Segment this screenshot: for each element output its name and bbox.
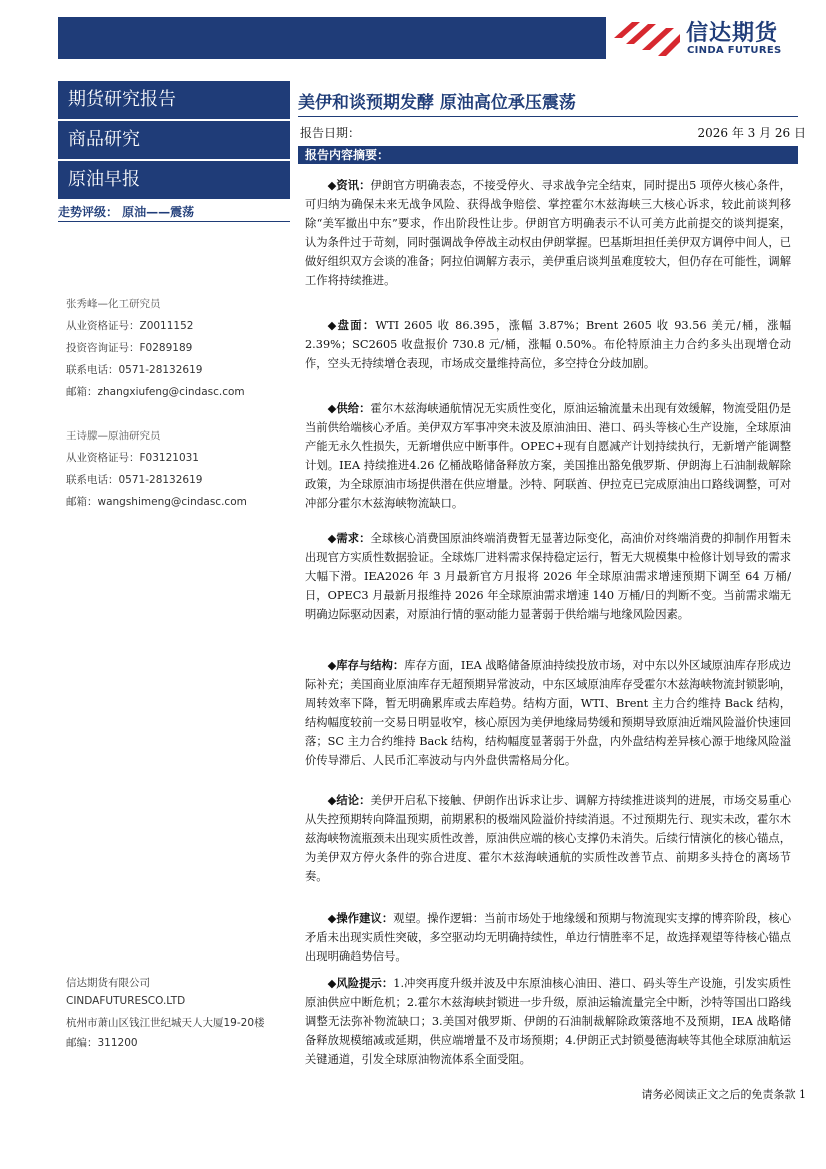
analyst-consult-number: 投资咨询证号：F0289189	[66, 342, 193, 354]
company-name: 信达期货有限公司	[66, 977, 150, 989]
sidebar	[58, 81, 290, 1049]
divider	[298, 116, 798, 117]
section-body: 美伊开启私下接触、伊朗作出诉求让步、调解方持续推进谈判的进展，市场交易重心从失控预期转向降温预期，前期累积的极端风险溢价持续消退。不过预期先行、现实未改，霍尔木兹海峡物流瓶颈未出现实质性改善，原油供应端的核心支撑仍未消失。后续行情演化的核心锚点，为美伊双方停火条件的弥合进度、霍尔木兹海峡通航的实质性改善节点、前期多头持仓的离场节奏。	[305, 794, 791, 883]
analyst-name: 王诗朦—原油研究员	[66, 430, 161, 442]
section-heading: ◆资讯：	[327, 179, 371, 192]
section-demand	[305, 529, 791, 624]
page-number: 1	[799, 1088, 806, 1101]
report-date-label: 报告日期：	[300, 126, 361, 140]
divider	[58, 221, 290, 222]
report-date-value: 2026 年 3 月 26 日	[697, 126, 806, 140]
disclaimer-text: 请务必阅读正文之后的免责条款	[641, 1088, 796, 1101]
analyst-qualification: 从业资格证号：F03121031	[66, 452, 199, 464]
section-body: 1.冲突再度升级并波及中东原油核心油田、港口、码头等生产设施，引发实质性原油供应中断危机；2.霍尔木兹海峡封锁进一步升级，原油运输流量完全中断，沙特等国出口路线调整无法弥补物流缺口；3.美国对俄罗斯、伊朗的石油制裁解除政策落地不及预期，IEA 战略储备释放规模缩减或延期，供应端增量不及市场预期；4.伊朗正式封锁曼德海峡等其他全球原油航运关键通道，引发全球原油物流体系全面受阻。	[305, 977, 791, 1066]
section-trading-advice	[305, 909, 791, 966]
section-body: 全球核心消费国原油终端消费暂无显著边际变化，高油价对终端消费的抑制作用暂未出现官方实质性数据验证。全球炼厂进料需求保持稳定运行，暂无大规模集中检修计划导致的需求大幅下滑。IEA2026 年 3 月最新官方月报将 2026 年全球原油需求增速预期下调至 64 万桶/日，OPEC3 月最新月报维持 2026 年全球原油需求增速 140 万桶/日的判断不变。当前需求端无明确边际驱动因素，对原油行情的驱动能力显著弱于供给端与地缘风险因素。	[305, 532, 791, 621]
section-heading: ◆风险提示：	[327, 977, 394, 990]
sidebar-tab-crude-oil-morning: 原油早报	[58, 161, 290, 199]
company-address: 杭州市萧山区钱江世纪城天人大厦19-20楼	[66, 1017, 265, 1029]
section-supply	[305, 399, 791, 513]
logo-text-en: CINDA FUTURES	[687, 45, 782, 56]
sidebar-tab-commodity-research: 商品研究	[58, 121, 290, 159]
section-conclusion	[305, 791, 791, 886]
report-title: 美伊和谈预期发酵 原油高位承压震荡	[298, 93, 576, 113]
section-news	[305, 176, 791, 290]
section-inventory-structure	[305, 656, 791, 770]
analyst-phone: 联系电话：0571-28132619	[66, 474, 203, 486]
trend-rating: 走势评级： 原油——震荡	[58, 205, 195, 219]
section-heading: ◆盘面：	[327, 319, 376, 332]
analyst-email: 邮箱：wangshimeng@cindasc.com	[66, 496, 247, 508]
section-body: 伊朗官方明确表态，不接受停火、寻求战争完全结束，同时提出5 项停火核心条件，可归纳为确保未来无战争风险、获得战争赔偿、掌控霍尔木兹海峡三大核心诉求，较此前谈判移除“美军撤出中东”要求，作出阶段性让步。伊朗官方明确表示不认可美方此前提交的谈判提案，认为条件过于苛刻，同时强调战争停战主动权由伊朗掌握。巴基斯坦担任美伊双方调停中间人，已做好组织双方会谈的准备；阿拉伯调解方表示，美伊重启谈判虽难度较大，但仍存在可能性，调解工作将持续推进。	[305, 179, 791, 287]
section-market	[305, 316, 791, 373]
header-bar	[58, 17, 606, 59]
company-postcode: 邮编：311200	[66, 1037, 138, 1049]
analyst-email: 邮箱：zhangxiufeng@cindasc.com	[66, 386, 245, 398]
section-heading: ◆结论：	[327, 794, 371, 807]
section-heading: ◆库存与结构：	[327, 659, 405, 672]
section-risk-warning	[305, 974, 791, 1069]
section-body: 观望。操作逻辑：当前市场处于地缘缓和预期与物流现实支撑的博弈阶段，核心矛盾未出现实质性突破，多空驱动均无明确持续性，单边行情胜率不足，故选择观望等待核心锚点出现明确趋势信号。	[305, 912, 791, 963]
sidebar-tab-futures-research: 期货研究报告	[58, 81, 290, 119]
section-heading: ◆操作建议：	[327, 912, 394, 925]
logo-text-cn: 信达期货	[686, 21, 779, 46]
analyst-phone: 联系电话：0571-28132619	[66, 364, 203, 376]
analyst-qualification: 从业资格证号：Z0011152	[66, 320, 194, 332]
analyst-name: 张秀峰—化工研究员	[66, 298, 161, 310]
company-site: CINDAFUTURESCO.LTD	[66, 995, 186, 1007]
section-body: 霍尔木兹海峡通航情况无实质性变化，原油运输流量未出现有效缓解，物流受阻仍是当前供给端核心矛盾。美伊双方军事冲突未波及原油油田、港口、码头等核心生产设施，全球原油产能无永久性损失，无新增供应中断事件。OPEC+现有自愿减产计划持续执行，无新增产能调整计划。IEA 持续推进4.26 亿桶战略储备释放方案，美国推出豁免俄罗斯、伊朗海上石油制裁解除政策，为全球原油市场提供潜在供应增量。沙特、阿联酋、伊拉克已完成原油出口路线调整，可对冲部分霍尔木兹海峡物流缺口。	[305, 402, 791, 510]
page-footer	[642, 1086, 807, 1102]
section-heading: ◆需求：	[327, 532, 371, 545]
section-body: 库存方面，IEA 战略储备原油持续投放市场，对中东以外区域原油库存形成边际补充；美国商业原油库存无超预期异常波动，中东区域原油库存受霍尔木兹海峡物流封锁影响，周转效率下降，暂无明确累库或去库趋势。结构方面，WTI、Brent 主力合约维持 Back 结构，结构幅度较前一交易日明显收窄，核心原因为美伊地缘局势缓和预期导致原油近端风险溢价快速回落；SC 主力合约维持 Back 结构，结构幅度显著弱于外盘，内外盘结构差异核心源于地缘风险溢价传导滞后、人民币汇率波动与内外盘供需格局分化。	[305, 659, 791, 767]
section-heading: ◆供给：	[327, 402, 371, 415]
section-body: WTI 2605 收 86.395，涨幅 3.87%；Brent 2605 收 93.56 美元/桶，涨幅 2.39%；SC2605 收盘报价 730.8 元/桶，涨幅 0.50%。布伦特原油主力合约多头出现增仓动作，空头无持续增仓表现，市场成交量维持高位，多空持仓分歧加剧。	[305, 319, 791, 370]
summary-header-label: 报告内容摘要：	[305, 148, 390, 162]
